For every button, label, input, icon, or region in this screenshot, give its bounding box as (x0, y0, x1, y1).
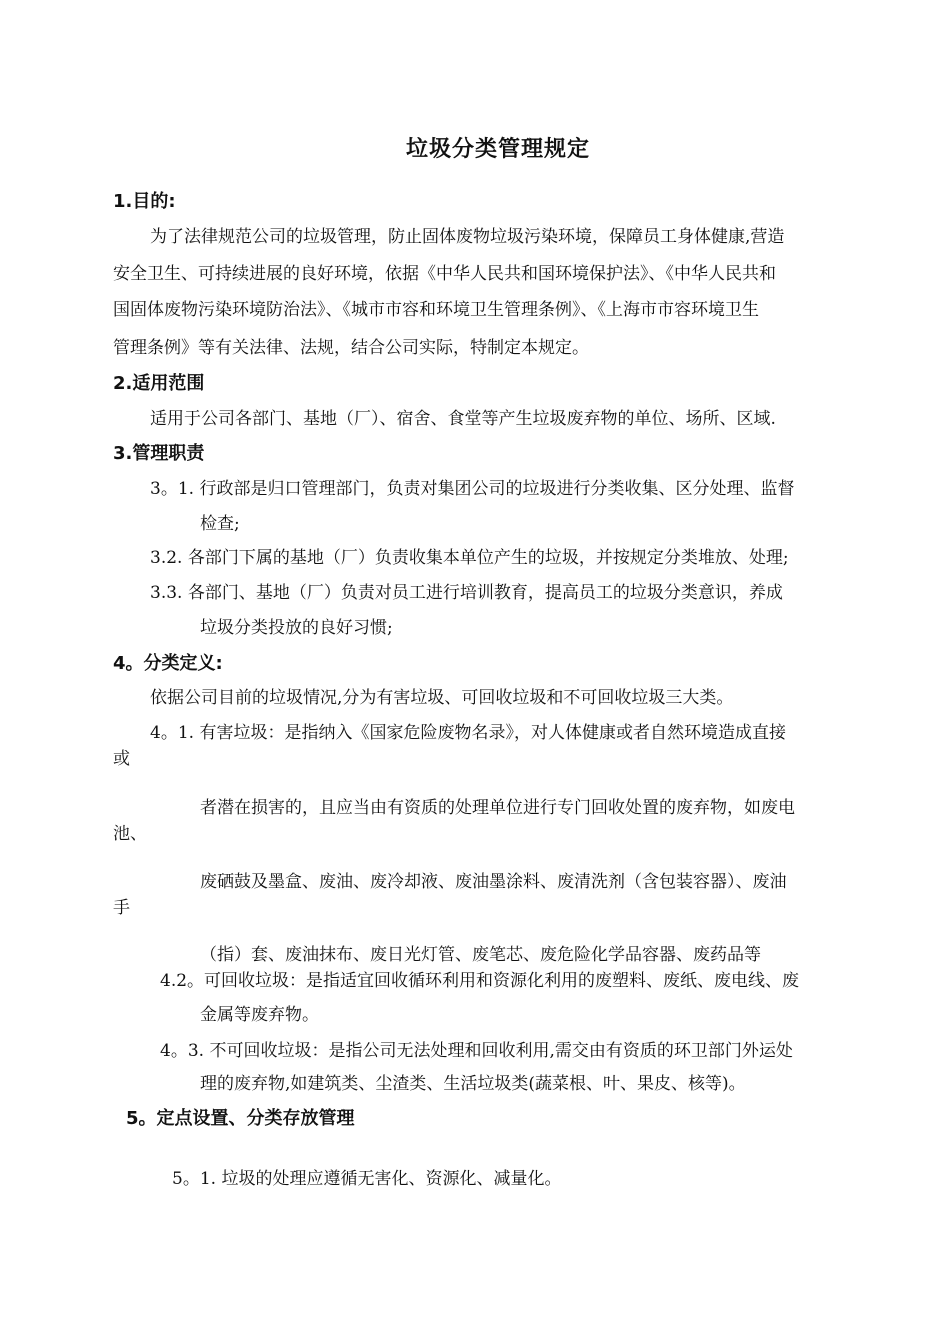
list-item-continuation: （指）套、废油抹布、废日光灯管、废笔芯、废危险化学品容器、废药品等 (200, 945, 761, 965)
list-item-continuation: 者潜在损害的，且应当由有资质的处理单位进行专门回收处置的废弃物，如废电 (200, 798, 795, 818)
list-item-3-1: 3。1. 行政部是归口管理部门，负责对集团公司的垃圾进行分类收集、区分处理、监督 (150, 479, 795, 499)
paragraph-line: 管理条例》等有关法律、法规，结合公司实际，特制定本规定。 (113, 338, 589, 358)
paragraph-line: 依据公司目前的垃圾情况,分为有害垃圾、可回收垃圾和不可回收垃圾三大类。 (150, 688, 734, 708)
paragraph-line: 国固体废物污染环境防治法》、《城市市容和环境卫生管理条例》、《上海市市容环境卫生 (113, 300, 759, 320)
list-item-4-3: 4。3. 不可回收垃圾：是指公司无法处理和回收利用,需交由有资质的环卫部门外运处 (160, 1041, 793, 1061)
wrapped-fragment: 池、 (113, 824, 147, 844)
list-item-continuation: 金属等废弃物。 (200, 1005, 319, 1025)
list-item-4-1: 4。1. 有害垃圾：是指纳入《国家危险废物名录》，对人体健康或者自然环境造成直接 (150, 723, 786, 743)
list-item-4-2: 4.2。可回收垃圾：是指适宜回收循环利用和资源化利用的废塑料、废纸、废电线、废 (160, 971, 800, 991)
list-item-continuation: 废硒鼓及墨盒、废油、废冷却液、废油墨涂料、废清洗剂（含包装容器）、废油 (200, 872, 787, 892)
wrapped-fragment: 或 (113, 749, 130, 769)
list-item-3-2: 3.2. 各部门下属的基地（厂）负责收集本单位产生的垃圾，并按规定分类堆放、处理; (150, 548, 789, 568)
list-item-continuation: 检查; (200, 514, 240, 534)
paragraph-line: 适用于公司各部门、基地（厂）、宿舍、食堂等产生垃圾废弃物的单位、场所、区域. (150, 409, 776, 429)
list-item-5-1: 5。1. 垃圾的处理应遵循无害化、资源化、减量化。 (172, 1169, 562, 1189)
list-item-continuation: 垃圾分类投放的良好习惯; (200, 618, 393, 638)
page-title: 垃圾分类管理规定 (405, 137, 590, 162)
list-item-continuation: 理的废弃物,如建筑类、尘渣类、生活垃圾类(蔬菜根、叶、果皮、核等)。 (200, 1074, 746, 1094)
paragraph-line: 为了法律规范公司的垃圾管理，防止固体废物垃圾污染环境，保障员工身体健康,营造 (150, 227, 785, 247)
section-heading-placement: 5。定点设置、分类存放管理 (126, 1108, 355, 1129)
paragraph-line: 安全卫生、可持续进展的良好环境，依据《中华人民共和国环境保护法》、《中华人民共和 (113, 264, 776, 284)
section-heading-responsibilities: 3.管理职责 (113, 443, 205, 464)
section-heading-classification: 4。分类定义: (113, 653, 223, 674)
wrapped-fragment: 手 (113, 898, 130, 918)
section-heading-scope: 2.适用范围 (113, 373, 205, 394)
section-heading-purpose: 1.目的: (113, 191, 176, 212)
list-item-3-3: 3.3. 各部门、基地（厂）负责对员工进行培训教育，提高员工的垃圾分类意识，养成 (150, 583, 783, 603)
